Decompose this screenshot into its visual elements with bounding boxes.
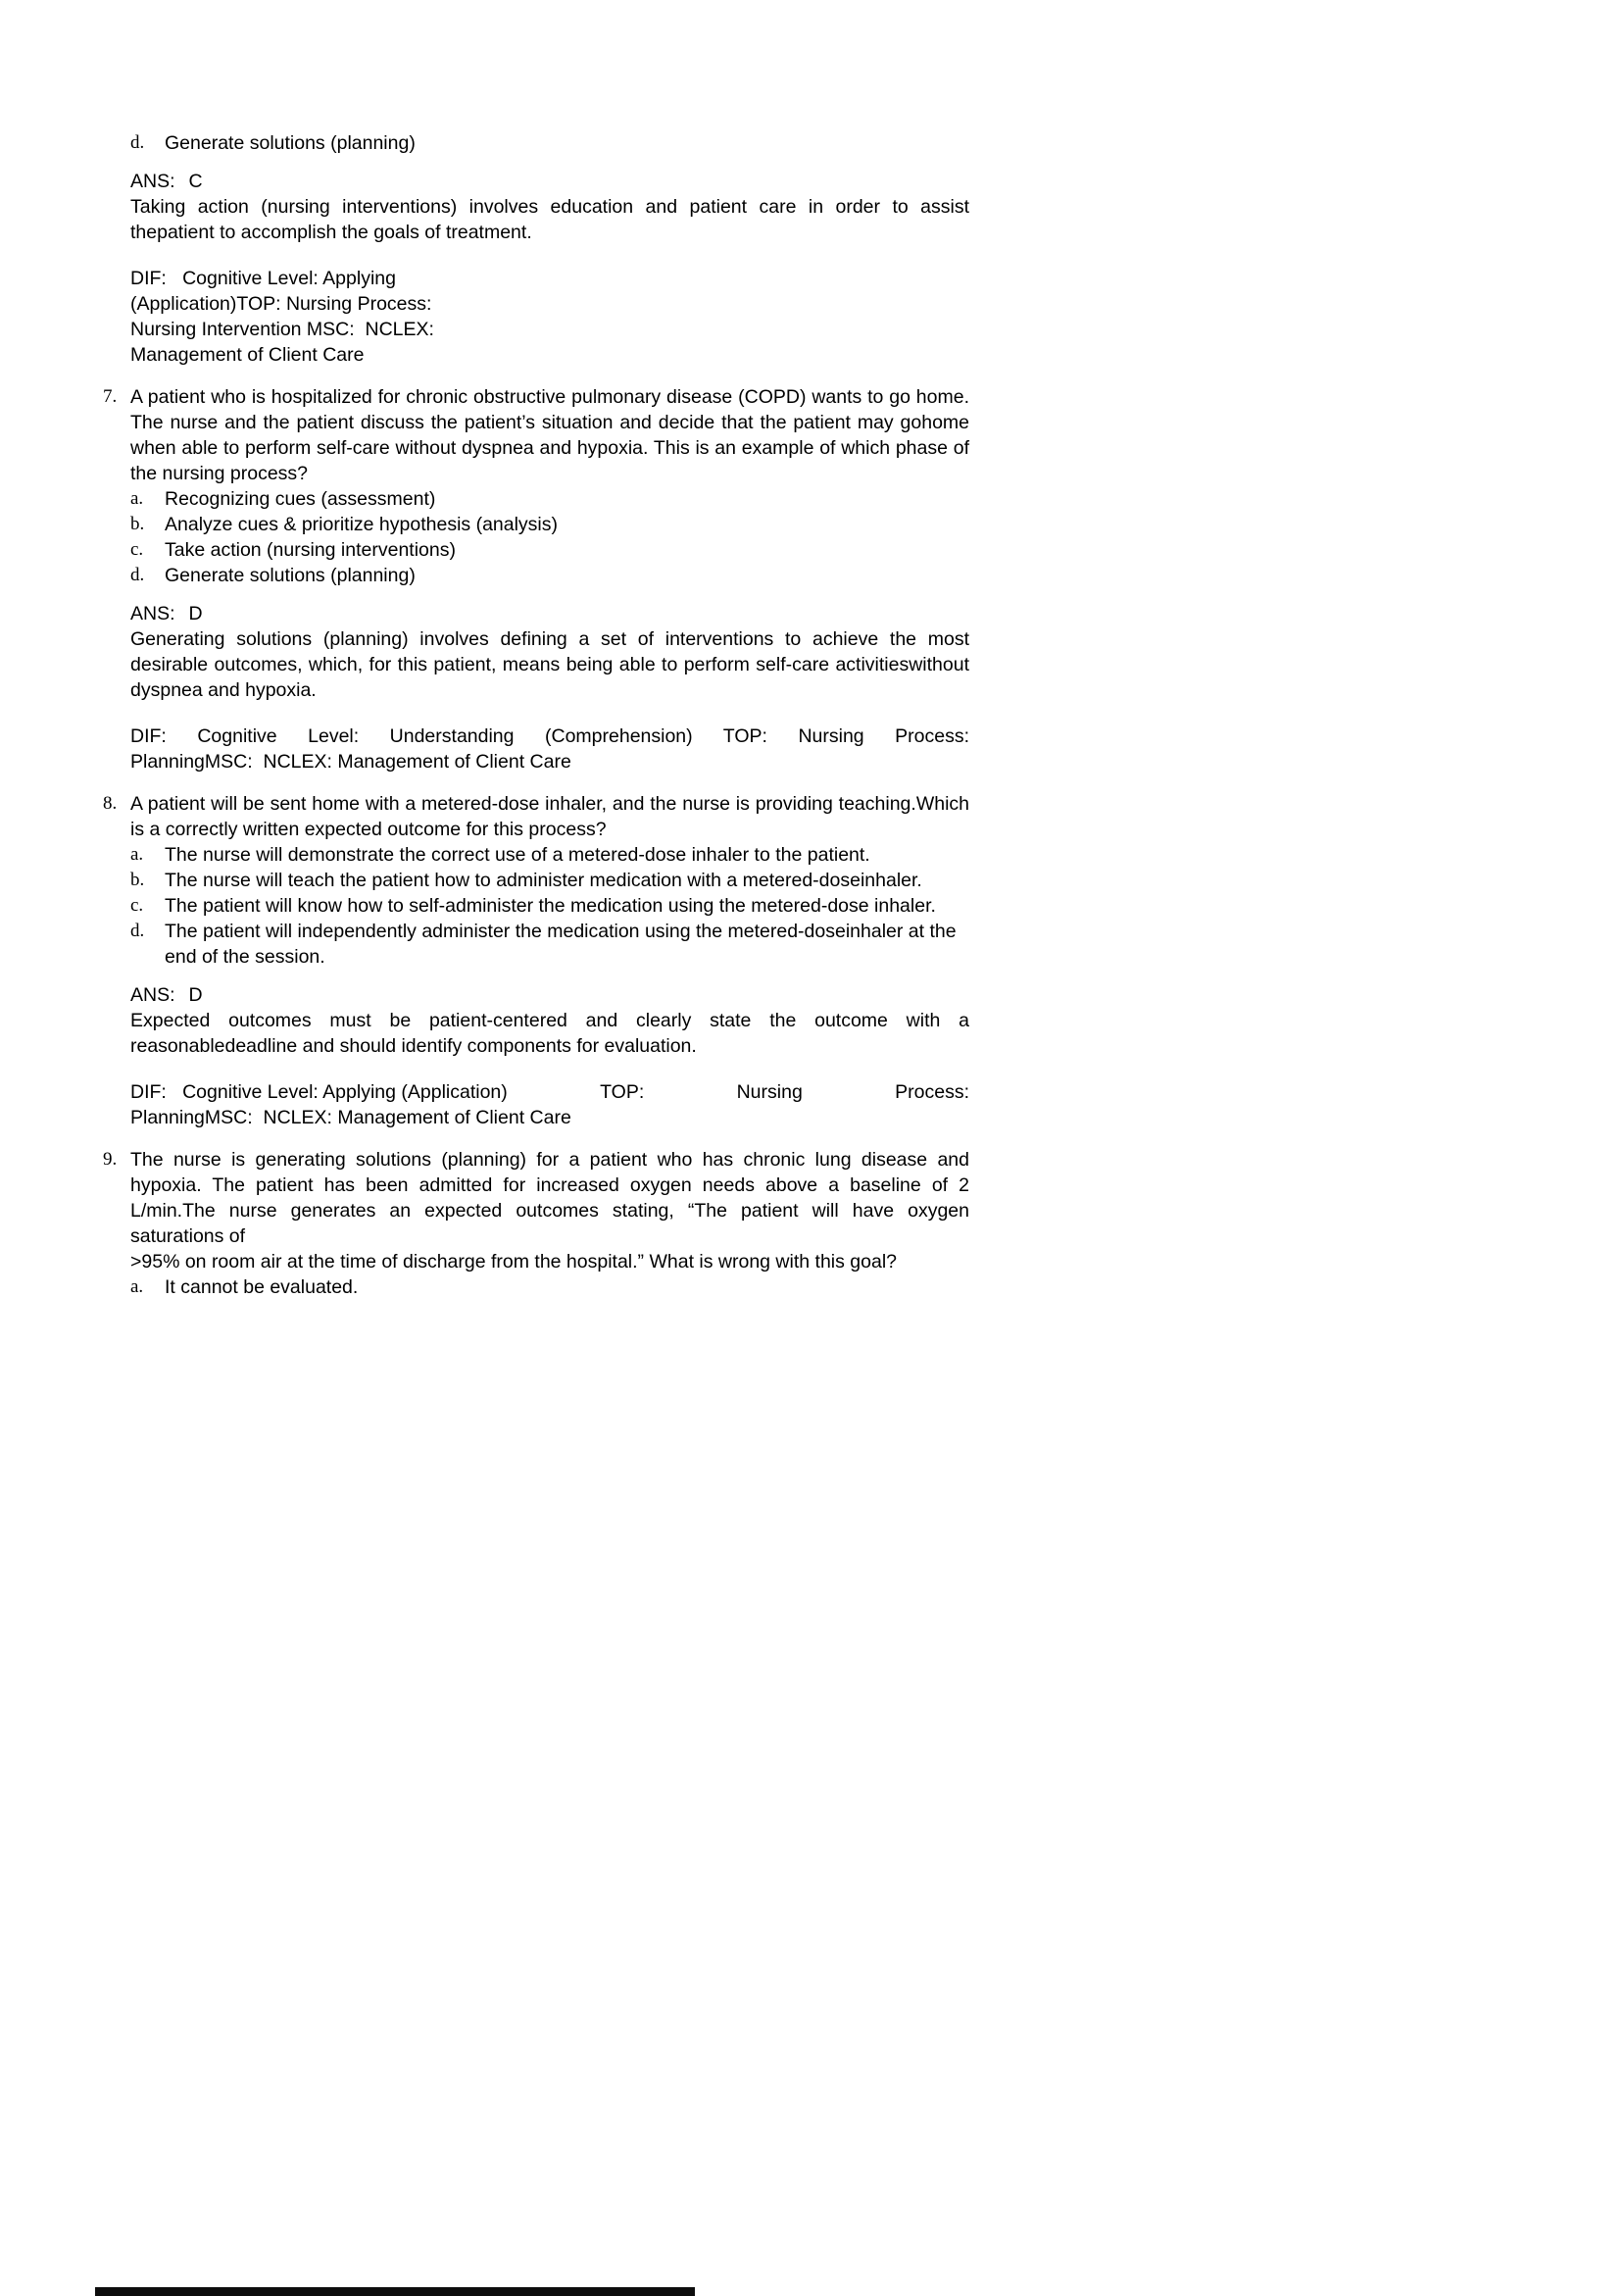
page-content [103,130,969,1300]
question-body [130,791,969,1130]
answer-label: ANS: [130,984,175,1006]
option-row [130,512,969,537]
dif-segment: Process: [895,1081,969,1103]
question-number: 9. [103,1149,118,1170]
answer-block [130,169,969,245]
question-block [103,791,969,1130]
answer-line [130,169,969,194]
dif-line: Nursing Intervention MSC: NCLEX: [130,319,434,340]
rationale-text: Taking action (nursing interventions) involves education and patient care in order to assist thepatient to accomplish the goals of treatment. [130,196,969,243]
option-text: The nurse will demonstrate the correct use of a metered-dose inhaler to the patient. [165,844,870,866]
dif-line: (Application)TOP: Nursing Process: [130,293,432,315]
answer-value: C [188,171,203,192]
option-row [130,486,969,512]
option-row [130,893,969,919]
dif-line: PlanningMSC: NCLEX: Management of Client Care [130,1107,571,1128]
dif-segment: Nursing [736,1081,803,1103]
dif-line: Management of Client Care [130,344,365,366]
answer-block [130,601,969,703]
question-body [130,384,969,774]
answer-line [130,601,969,626]
option-letter: a. [130,488,144,509]
rationale-text: Expected outcomes must be patient-centered and clearly state the outcome with a reasonabledeadline and should identify components for evaluation. [130,1010,969,1057]
dif-line: DIF: Cognitive Level: Understanding (Comprehension) TOP: Nursing Process: [130,725,969,747]
option-letter: d. [130,565,145,585]
answer-value: D [188,603,203,624]
rationale-text: Generating solutions (planning) involves defining a set of interventions to achieve the most desirable outcomes, which, for this patient, means being able to perform self-care activitieswithout dyspnea and hypoxia. [130,628,969,701]
option-text: The patient will know how to self-administer the medication using the metered-dose inhaler. [165,895,936,917]
question-number: 7. [103,386,118,407]
dif-line: PlanningMSC: NCLEX: Management of Client Care [130,751,571,773]
question-number: 8. [103,793,118,814]
option-text: Generate solutions (planning) [165,565,416,586]
option-row [130,842,969,868]
option-text: Recognizing cues (assessment) [165,488,436,510]
question-stem: The nurse is generating solutions (planning) for a patient who has chronic lung disease and hypoxia. The patient has been admitted for increased oxygen needs above a baseline of 2 L/min.The nurse generates an expected outcomes stating, “The patient will have oxygen saturations of [130,1149,969,1247]
dif-block [130,1079,969,1130]
answer-value: D [188,984,203,1006]
dif-line [130,1079,969,1105]
dif-line: DIF: Cognitive Level: Applying [130,268,396,289]
option-text: Take action (nursing interventions) [165,539,456,561]
option-letter: d. [130,132,145,153]
option-letter: c. [130,895,144,916]
option-row [130,563,969,588]
option-text: The patient will independently administer the medication using the metered-doseinhaler at the end of the session. [165,921,957,968]
option-letter: c. [130,539,144,560]
option-text: Analyze cues & prioritize hypothesis (analysis) [165,514,559,535]
dif-segment: DIF: Cognitive Level: Applying (Application) [130,1081,508,1103]
option-letter: b. [130,514,145,534]
option-row [130,537,969,563]
answer-block [130,982,969,1059]
question-block [103,384,969,774]
next-page-edge [95,2287,695,2296]
answer-label: ANS: [130,603,175,624]
dif-segment: TOP: [600,1081,645,1103]
dif-block [130,724,969,774]
question-stem: A patient will be sent home with a metered-dose inhaler, and the nurse is providing teaching.Which is a correctly written expected outcome for this process? [130,793,969,840]
option-row [130,130,969,156]
question-stem: A patient who is hospitalized for chronic obstructive pulmonary disease (COPD) wants to go home. The nurse and the patient discuss the patient’s situation and decide that the patient may gohome when able to perform self-care without dyspnea and hypoxia. This is an example of which phase of the nursing process? [130,386,969,484]
option-text: Generate solutions (planning) [165,132,416,154]
carryover-answer-block [130,130,969,368]
option-row [130,919,969,970]
question-body [130,1147,969,1300]
question-stem: >95% on room air at the time of discharge from the hospital.” What is wrong with this goal? [130,1251,897,1273]
option-letter: d. [130,921,145,941]
dif-block [130,266,969,368]
option-text: The nurse will teach the patient how to administer medication with a metered-doseinhaler. [165,870,922,891]
option-letter: a. [130,844,144,865]
option-letter: b. [130,870,145,890]
answer-label: ANS: [130,171,175,192]
answer-line [130,982,969,1008]
option-text: It cannot be evaluated. [165,1276,359,1298]
question-block [103,1147,969,1300]
option-row [130,868,969,893]
option-letter: a. [130,1276,144,1297]
option-row [130,1274,969,1300]
